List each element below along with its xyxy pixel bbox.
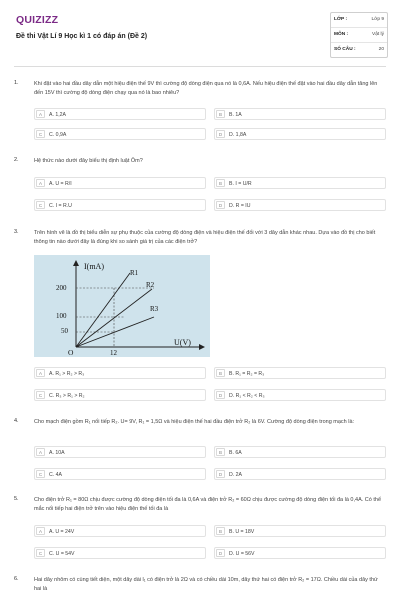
option-a[interactable]	[34, 525, 206, 537]
y-axis-label: I(mA)	[84, 262, 104, 271]
option-text: B. R₁ = R₂ = R₃	[229, 370, 265, 377]
meta-box	[330, 12, 388, 58]
option-text: C. R₃ > R₁ > R₂	[49, 392, 85, 399]
question-text: Hệ thức nào dưới đây biểu thị định luật Ôm?	[34, 158, 143, 164]
quizizz-logo: QUIZIZZ	[16, 14, 59, 26]
option-text: C. 0,9A	[49, 131, 67, 138]
option-text: D. U = 56V	[229, 550, 255, 557]
option-c[interactable]	[34, 199, 206, 211]
option-text: C. I = R.U	[49, 202, 72, 209]
option-letter: C	[36, 391, 45, 399]
line-label-r1: R1	[130, 269, 139, 277]
question-number: 5.	[14, 496, 19, 502]
meta-value: Lớp 9	[371, 17, 384, 22]
question-number: 2.	[14, 157, 19, 163]
option-text: B. I = U/R	[229, 180, 252, 187]
line-r1	[76, 273, 130, 347]
y-tick-label: 200	[56, 284, 67, 292]
meta-row-count	[331, 43, 387, 58]
option-letter: D	[216, 470, 225, 478]
y-tick-label: 100	[56, 312, 67, 320]
option-letter: A	[36, 448, 45, 456]
question-number: 1.	[14, 80, 19, 86]
question-text: Cho điện trở R₁ = 80Ω chịu được cường độ dòng điện tối đa là 0,6A và điện trở R₂ = 60Ω chịu được cường độ dòng điện tối đa là 0,4A. Có thể mắc nối tiếp hai điện trở trên vào hiệu điện thế tối đa là	[34, 497, 382, 512]
question-text: Cho mạch điện gồm R₁ nối tiếp R₂. U= 9V, R₁ = 1,5Ω và hiệu điện thế hai đầu điện trở R₂ là 6V. Cường độ dòng điện trong mạch là:	[34, 419, 355, 425]
option-letter: B	[216, 448, 225, 456]
option-d[interactable]	[214, 199, 386, 211]
option-letter: B	[216, 369, 225, 377]
option-text: A. U = R/I	[49, 180, 72, 187]
meta-row-grade	[331, 13, 387, 28]
option-a[interactable]	[34, 367, 206, 379]
option-text: A. R₁ > R₂ > R₃	[49, 370, 85, 377]
option-a[interactable]	[34, 108, 206, 120]
line-label-r3: R3	[150, 305, 159, 313]
question-text: Hai dây nhôm có cùng tiết diện, một dây dài l₁ có điện trở là 2Ω và có chiều dài 10m, dây thứ hai có điện trở R₂ = 17Ω. Chiều dài của dây thứ hai là	[34, 577, 378, 592]
option-text: D. R₁ < R₂ < R₃	[229, 392, 265, 399]
option-letter: A	[36, 179, 45, 187]
option-d[interactable]	[214, 468, 386, 480]
option-letter: A	[36, 527, 45, 535]
meta-key: LỚP :	[334, 17, 348, 22]
option-c[interactable]	[34, 128, 206, 140]
option-letter: D	[216, 201, 225, 209]
option-letter: C	[36, 201, 45, 209]
y-tick-label: 50	[61, 327, 68, 335]
option-b[interactable]	[214, 367, 386, 379]
option-b[interactable]	[214, 525, 386, 537]
worksheet-header	[14, 12, 386, 62]
option-letter: C	[36, 130, 45, 138]
iv-graph-image	[34, 255, 210, 357]
page-title: Đề thi Vật Lí 9 Học kì 1 có đáp án (Đề 2)	[16, 33, 148, 40]
origin-label: O	[68, 348, 74, 357]
option-b[interactable]	[214, 108, 386, 120]
option-d[interactable]	[214, 128, 386, 140]
option-text: B. U = 18V	[229, 528, 255, 535]
option-d[interactable]	[214, 547, 386, 559]
question-text: Trên hình vẽ là đồ thị biểu diễn sự phụ thuộc của cường độ dòng điện và hiệu điện thế đối với 3 dây dẫn khác nhau. Dựa vào đồ thị cho biết thông tin nào dưới đây là đúng khi so sánh giá trị của các điện trở?	[34, 230, 376, 245]
meta-value: 20	[378, 47, 384, 52]
option-text: D. 2A	[229, 471, 242, 478]
option-text: B. 6A	[229, 449, 242, 456]
option-letter: D	[216, 391, 225, 399]
question-text: Khi đặt vào hai đầu dây dẫn một hiệu điện thế 9V thì cường độ dòng điện qua nó là 0,6A. Nếu hiệu điện thế đặt vào hai đầu dây dẫn tăng lên đến 15V thì cường độ dòng điện chạy qua nó là bao nhiêu?	[34, 81, 378, 96]
option-b[interactable]	[214, 177, 386, 189]
question-number: 6.	[14, 576, 19, 582]
option-text: A. 1,2A	[49, 111, 67, 118]
x-axis-label: U(V)	[174, 338, 191, 347]
option-a[interactable]	[34, 177, 206, 189]
question-number: 4.	[14, 418, 19, 424]
option-letter: C	[36, 470, 45, 478]
option-b[interactable]	[214, 446, 386, 458]
option-letter: C	[36, 549, 45, 557]
header-divider	[14, 66, 386, 67]
option-c[interactable]	[34, 468, 206, 480]
meta-value: Vật lý	[372, 32, 384, 37]
option-letter: D	[216, 130, 225, 138]
x-tick-label: 12	[110, 349, 117, 357]
option-letter: A	[36, 110, 45, 118]
option-letter: A	[36, 369, 45, 377]
option-text: B. 1A	[229, 111, 242, 118]
line-label-r2: R2	[146, 281, 155, 289]
option-letter: B	[216, 110, 225, 118]
question-number: 3.	[14, 229, 19, 235]
option-d[interactable]	[214, 389, 386, 401]
option-a[interactable]	[34, 446, 206, 458]
option-text: C. U = 54V	[49, 550, 75, 557]
iv-graph	[34, 255, 210, 357]
option-letter: B	[216, 179, 225, 187]
option-text: C. 4A	[49, 471, 62, 478]
option-text: A. 10A	[49, 449, 65, 456]
option-c[interactable]	[34, 547, 206, 559]
option-letter: D	[216, 549, 225, 557]
option-letter: B	[216, 527, 225, 535]
option-c[interactable]	[34, 389, 206, 401]
option-text: D. R = IU	[229, 202, 251, 209]
option-text: D. 1,8A	[229, 131, 247, 138]
meta-row-subject	[331, 28, 387, 43]
meta-key: SỐ CÂU :	[334, 47, 356, 52]
option-text: A. U = 24V	[49, 528, 75, 535]
meta-key: MÔN :	[334, 32, 349, 37]
